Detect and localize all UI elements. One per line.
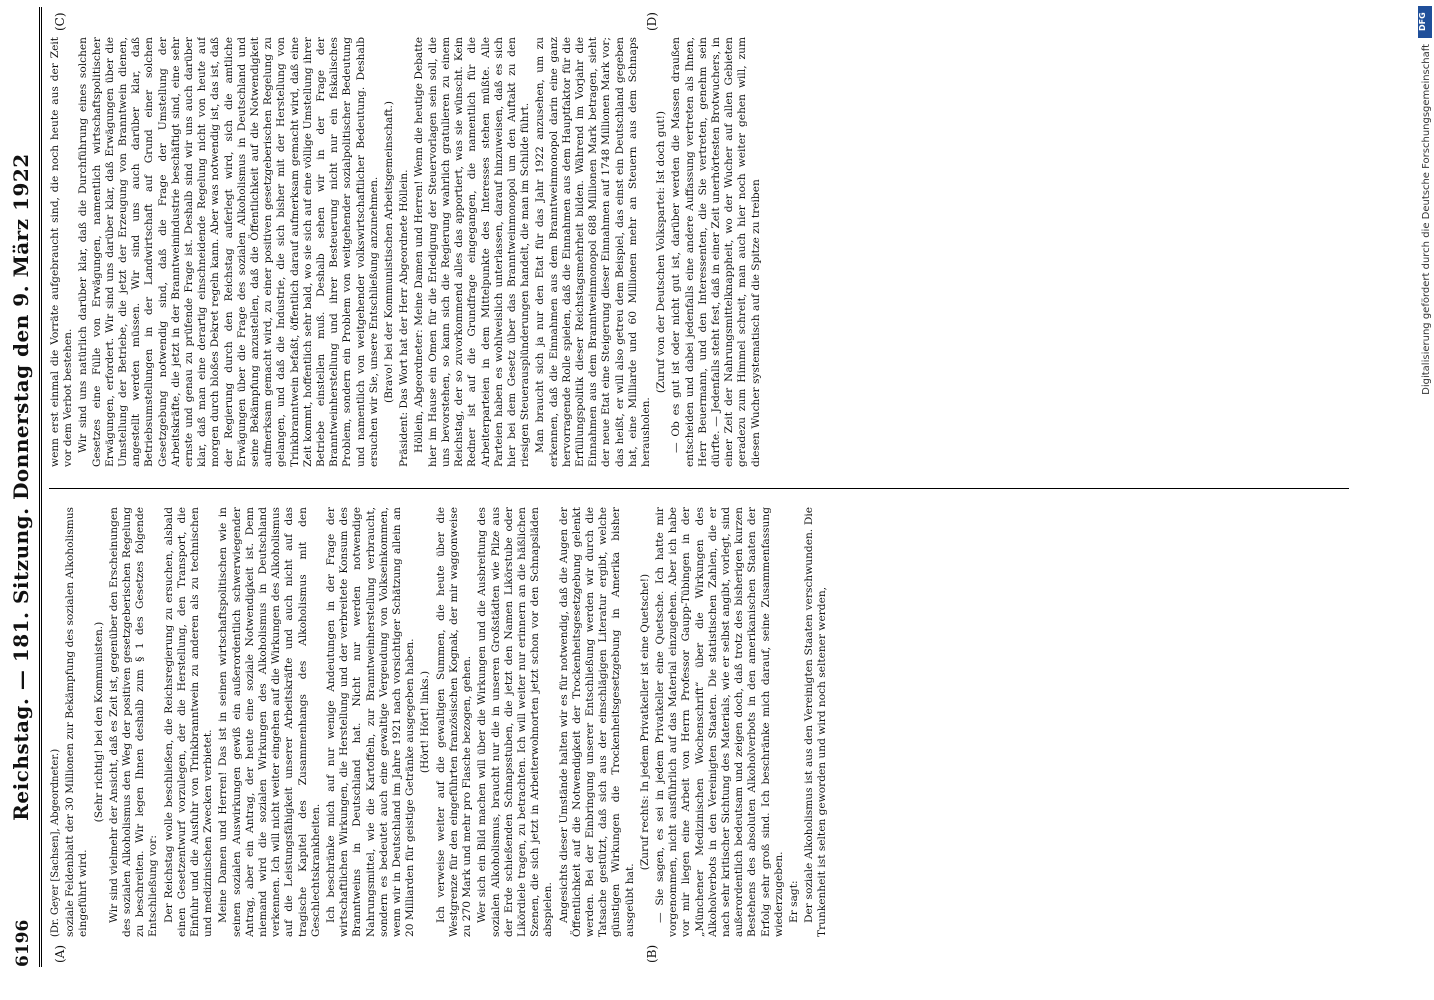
page-title: Reichstag. — 181. Sitzung. Donnerstag den 9. März 1922: [9, 153, 33, 821]
paragraph: (Hört! Hört! links.): [419, 670, 432, 774]
paragraph: (Dr. Geyer [Sachsen], Abgeordneter.): [50, 748, 61, 937]
paragraph: Präsident: Das Wort hat der Herr Abgeordnete Höllein.: [398, 169, 411, 467]
paragraph: (Sehr richtig! bei den Kommunisten.): [92, 621, 105, 823]
marker-a: (A): [53, 944, 67, 963]
paragraph: wenn erst einmal die Vorräte aufgebraucht sind, die noch heute aus der Zeit vor dem Verbot bestehen.: [49, 37, 75, 467]
paragraph: Er sagt:: [787, 880, 800, 923]
digitization-sidebar: [1414, 0, 1434, 1000]
paragraph: Wir sind vielmehr der Ansicht, daß es Zeit ist, gegenüber den Erscheinungen des sozialen Alkoholismus den Weg der positiven gesetzgeberischen Regelung zu beschreiten. Wir legen Ihnen deshalb zum § 1 des Gesetzes folgende Entschließung vor:: [107, 507, 160, 937]
paragraph: Angesichts dieser Umstände halten wir es für notwendig, daß die Augen der Öffentlichkeit auf die Notwendigkeit der Trockenheitsgesetzgebung gelenkt werden. Bei der Einbringung unserer Entschließung werden wir durch die Tatsache gestützt, daß sich aus der einschlägigen Literatur ergibt, welche günstigen Wirkungen die Trockenheitsgesetzgebung in Amerika bisher ausgeübt hat.: [557, 507, 636, 937]
left-column: [49, 507, 1349, 937]
paragraph: Der Reichstag wolle beschließen, die Reichsregierung zu ersuchen, alsbald einen Gesetzentwurf vorzulegen, der die Herstellung, den Transport, die Einfuhr und die Ausfuhr von Trinkbranntwein zu anderen als zu technischen und medizinischen Zwecken verbietet.: [162, 507, 215, 937]
paragraph: (Zuruf von der Deutschen Volkspartei: Ist doch gut!): [655, 110, 668, 394]
marker-c: (C): [53, 12, 67, 31]
right-column: [49, 37, 1349, 467]
marker-b: (B): [645, 944, 659, 963]
paragraph: (Zuruf rechts: In jedem Privatkeller ist eine Quetsche!): [638, 573, 651, 871]
paragraph: Ich beschränke mich auf nur wenige Andeutungen in der Frage der wirtschaftlichen Wirkungen, die Herstellung und der verbreitete Konsum des Branntweins in Deutschland hat. Nicht nur werden notwendige Nahrungsmittel, wie die Kartoffeln, zur Branntweinherstellung verbraucht, sondern es bedeutet auch eine gewaltige Vergeudung von Volkseinkommen, wenn wir in Deutschland im Jahre 1921 nach vorsichtiger Schätzung allein an 20 Milliarden für geistige Getränke ausgegeben haben.: [325, 507, 417, 937]
page-header: [5, 7, 42, 967]
rotated-content: [5, 7, 1355, 967]
paragraph: — Ob es gut ist oder nicht gut ist, darüber werden die Massen draußen entscheiden und dabei jedenfalls eine andere Auffassung vertreten als Ihnen, Herr Beuermann, und den Interessenten, die Sie vertreten, genehm sein dürfte. — Jedenfalls steht fest, daß in einer Zeit unerhörtesten Brotwuchers, in einer Zeit der Nahrungsmittelknappheit, wo der Wucher auf allen Gebieten geradezu zum Himmel schreit, man auch hier noch weiter gehen will, zum diesen Wucher systematisch auf die Spitze zu treiben: [670, 37, 762, 467]
paragraph: Man braucht sich ja nur den Etat für das Jahr 1922 anzusehen, um zu erkennen, daß die Einnahmen aus dem Branntweinmonopol darin eine ganz hervorragende Rolle spielen, daß die Einnahmen aus dem Hauptfaktor für die Erfüllungspolitik dieser Reichstagsmehrheit bilden. Während im Vorjahr die Einnahmen aus dem Branntweinmonopol 688 Millionen Mark betragen, sieht der neue Etat eine Steigerung dieser Einnahmen auf 1748 Millionen Mark vor; das heißt, er will also getreu dem Beispiel, das einst ein Deutschland gegeben hat, eine Milliarde und 60 Millionen mehr an Steuern aus dem Schnaps herausholen.: [534, 37, 652, 467]
paragraph: Meine Damen und Herren! Das ist in seinen wirtschaftspolitischen wie in seinen sozialen Auswirkungen gewiß ein außerordentlich schwerwiegender Antrag, aber ein Antrag, der heute eine soziale Notwendigkeit ist. Denn niemand wird die sozialen Wirkungen des Alkoholismus in Deutschland verkennen. Ich will nicht weiter eingehen auf die Wirkungen des Alkoholismus auf die Leistungsfähigkeit unserer Arbeitskräfte und auch nicht auf das tragische Kapitel des Zusammenhangs des Alkoholismus mit den Geschlechtskrankheiten.: [217, 507, 322, 937]
column-divider: [49, 488, 1349, 489]
dfg-logo: DFG: [1418, 6, 1432, 38]
marker-d: (D): [645, 12, 659, 31]
page-number: 6196: [13, 919, 33, 967]
paragraph: soziale Feldenblatt der 30 Millionen zur Bekämpfung des sozialen Alkoholismus eingeführt wird.: [64, 507, 90, 937]
paragraph: Der soziale Alkoholismus ist aus den Vereinigten Staaten verschwunden. Die Trunkenheit ist selten geworden und wird noch seltener werden,: [803, 507, 829, 937]
paragraph: (Bravo! bei der Kommunistischen Arbeitsgemeinschaft.): [383, 100, 396, 404]
digitization-credit: Digitalisierung gefördert durch die Deutsche Forschungsgemeinschaft: [1421, 44, 1432, 395]
paragraph: — Sie sagen, es sei in jedem Privatkeller eine Quetsche. Ich hatte mir vorgenommen, nicht ausführlich auf das Material einzugehen. Aber ich habe vor mir liegen eine Arbeit von Herrn Professor Gaupp-Tübingen in der „Münchener Medizinischen Wochenschrift“ über die Wirkungen des Alkoholverbots in den Vereinigten Staaten. Die statistischen Zahlen, die er nach sehr kritischer Sichtung des Materials, wie er selbst angibt, vorlegt, sind außerordentlich bedeutsam und zeigen doch, daß trotz des bisherigen kurzen Bestehens des absoluten Alkoholverbots in den amerikanischen Staaten der Erfolg sehr groß sind. Ich beschränke mich darauf, seine Zusammenfassung wiederzugeben.: [653, 507, 785, 937]
paragraph: Ich verweise weiter auf die gewaltigen Summen, die heute über die Westgrenze für den eingeführten französischen Kognak, der mir waggonweise zu 270 Mark und mehr pro Flasche bezogen, gehen.: [434, 507, 474, 937]
paragraph: Wir sind uns natürlich darüber klar, daß die Durchführung eines solchen Gesetzes eine Fülle von Erwägungen, namentlich wirtschaftspolitischer Erwägungen, erfordert. Wir sind uns darüber klar, daß Erwägungen über die Umstellung der Betriebe, die jetzt der Erzeugung von Branntwein dienen, angestellt werden müssen. Wir sind uns auch darüber klar, daß Betriebsumstellungen in der Landwirtschaft auf Grund einer solchen Gesetzgebung notwendig sind, daß die Frage der Umstellung der Arbeitskräfte, die jetzt in der Branntweinindustrie beschäftigt sind, eine sehr ernste und genau zu prüfende Frage ist. Deshalb sind wir uns auch darüber klar, daß man eine derartig einschneidende Regelung nicht von heute auf morgen durch bloßes Dekret regeln kann. Aber was notwendig ist, das ist, daß der Regierung durch den Reichstag auferlegt wird, sich die amtliche Erwägungen über die Frage des sozialen Alkoholismus in Deutschland und seine Bekämpfung anzustellen, daß die Öffentlichkeit auf die Notwendigkeit aufmerksam gemacht wird, zu einer positiven gesetzgeberischen Regelung zu gelangen, und daß die Industrie, die sich bisher mit der Herstellung von Trinkbranntwein befaßt, öffentlich darauf aufmerksam gemacht wird, daß eine Zeit kommt, hoffentlich sehr bald, wo sie sich auf eine völlige Umstellung ihrer Betriebe einstellen muß. Deshalb sehen wir in der Frage der Branntweinherstellung und ihrer Besteuerung nicht nur ein fiskalisches Problem, sondern ein Problem von weitgehender sozialpolitischer Bedeutung und namentlich von weitgehender volkswirtschaftlicher Bedeutung. Deshalb ersuchen wir Sie, unsere Entschließung anzunehmen.: [77, 37, 380, 467]
paragraph: Wer sich ein Bild machen will über die Wirkungen und die Ausbreitung des sozialen Alkoholismus, braucht nur die in unseren Großstädten wie Pilze aus der Erde schießenden Schnapsstuben, die jetzt den Namen Likörstube oder Likördiele tragen, zu betrachten. Ich will weiter nur erinnern an die häßlichen Szenen, die sich jetzt in Arbeiterwohnorten jetzt schon vor den Schnapsläden abspielen.: [476, 507, 555, 937]
paragraph: Höllein, Abgeordneter: Meine Damen und Herren! Wenn die heutige Debatte hier im Hause ein Omen für die Erledigung der Steuervorlagen sein soll, die uns bevorstehen, so kann sich die Regierung wahrlich gratulieren zu einem Reichstag, der so zuvorkommend alles das apportiert, was sie wünscht. Kein Redner ist auf die Grundfrage eingegangen, die namentlich für die Arbeiterparteien in dem Mittelpunkte des Interesses stehen müßte. Alle Parteien haben es wohlweislich unterlassen, darauf hinzuweisen, daß es sich hier bei dem Gesetz über das Branntweinmonopol um den Auftakt zu den riesigen Steuerausplünderungen handelt, die man im Schilde führt.: [413, 37, 532, 467]
